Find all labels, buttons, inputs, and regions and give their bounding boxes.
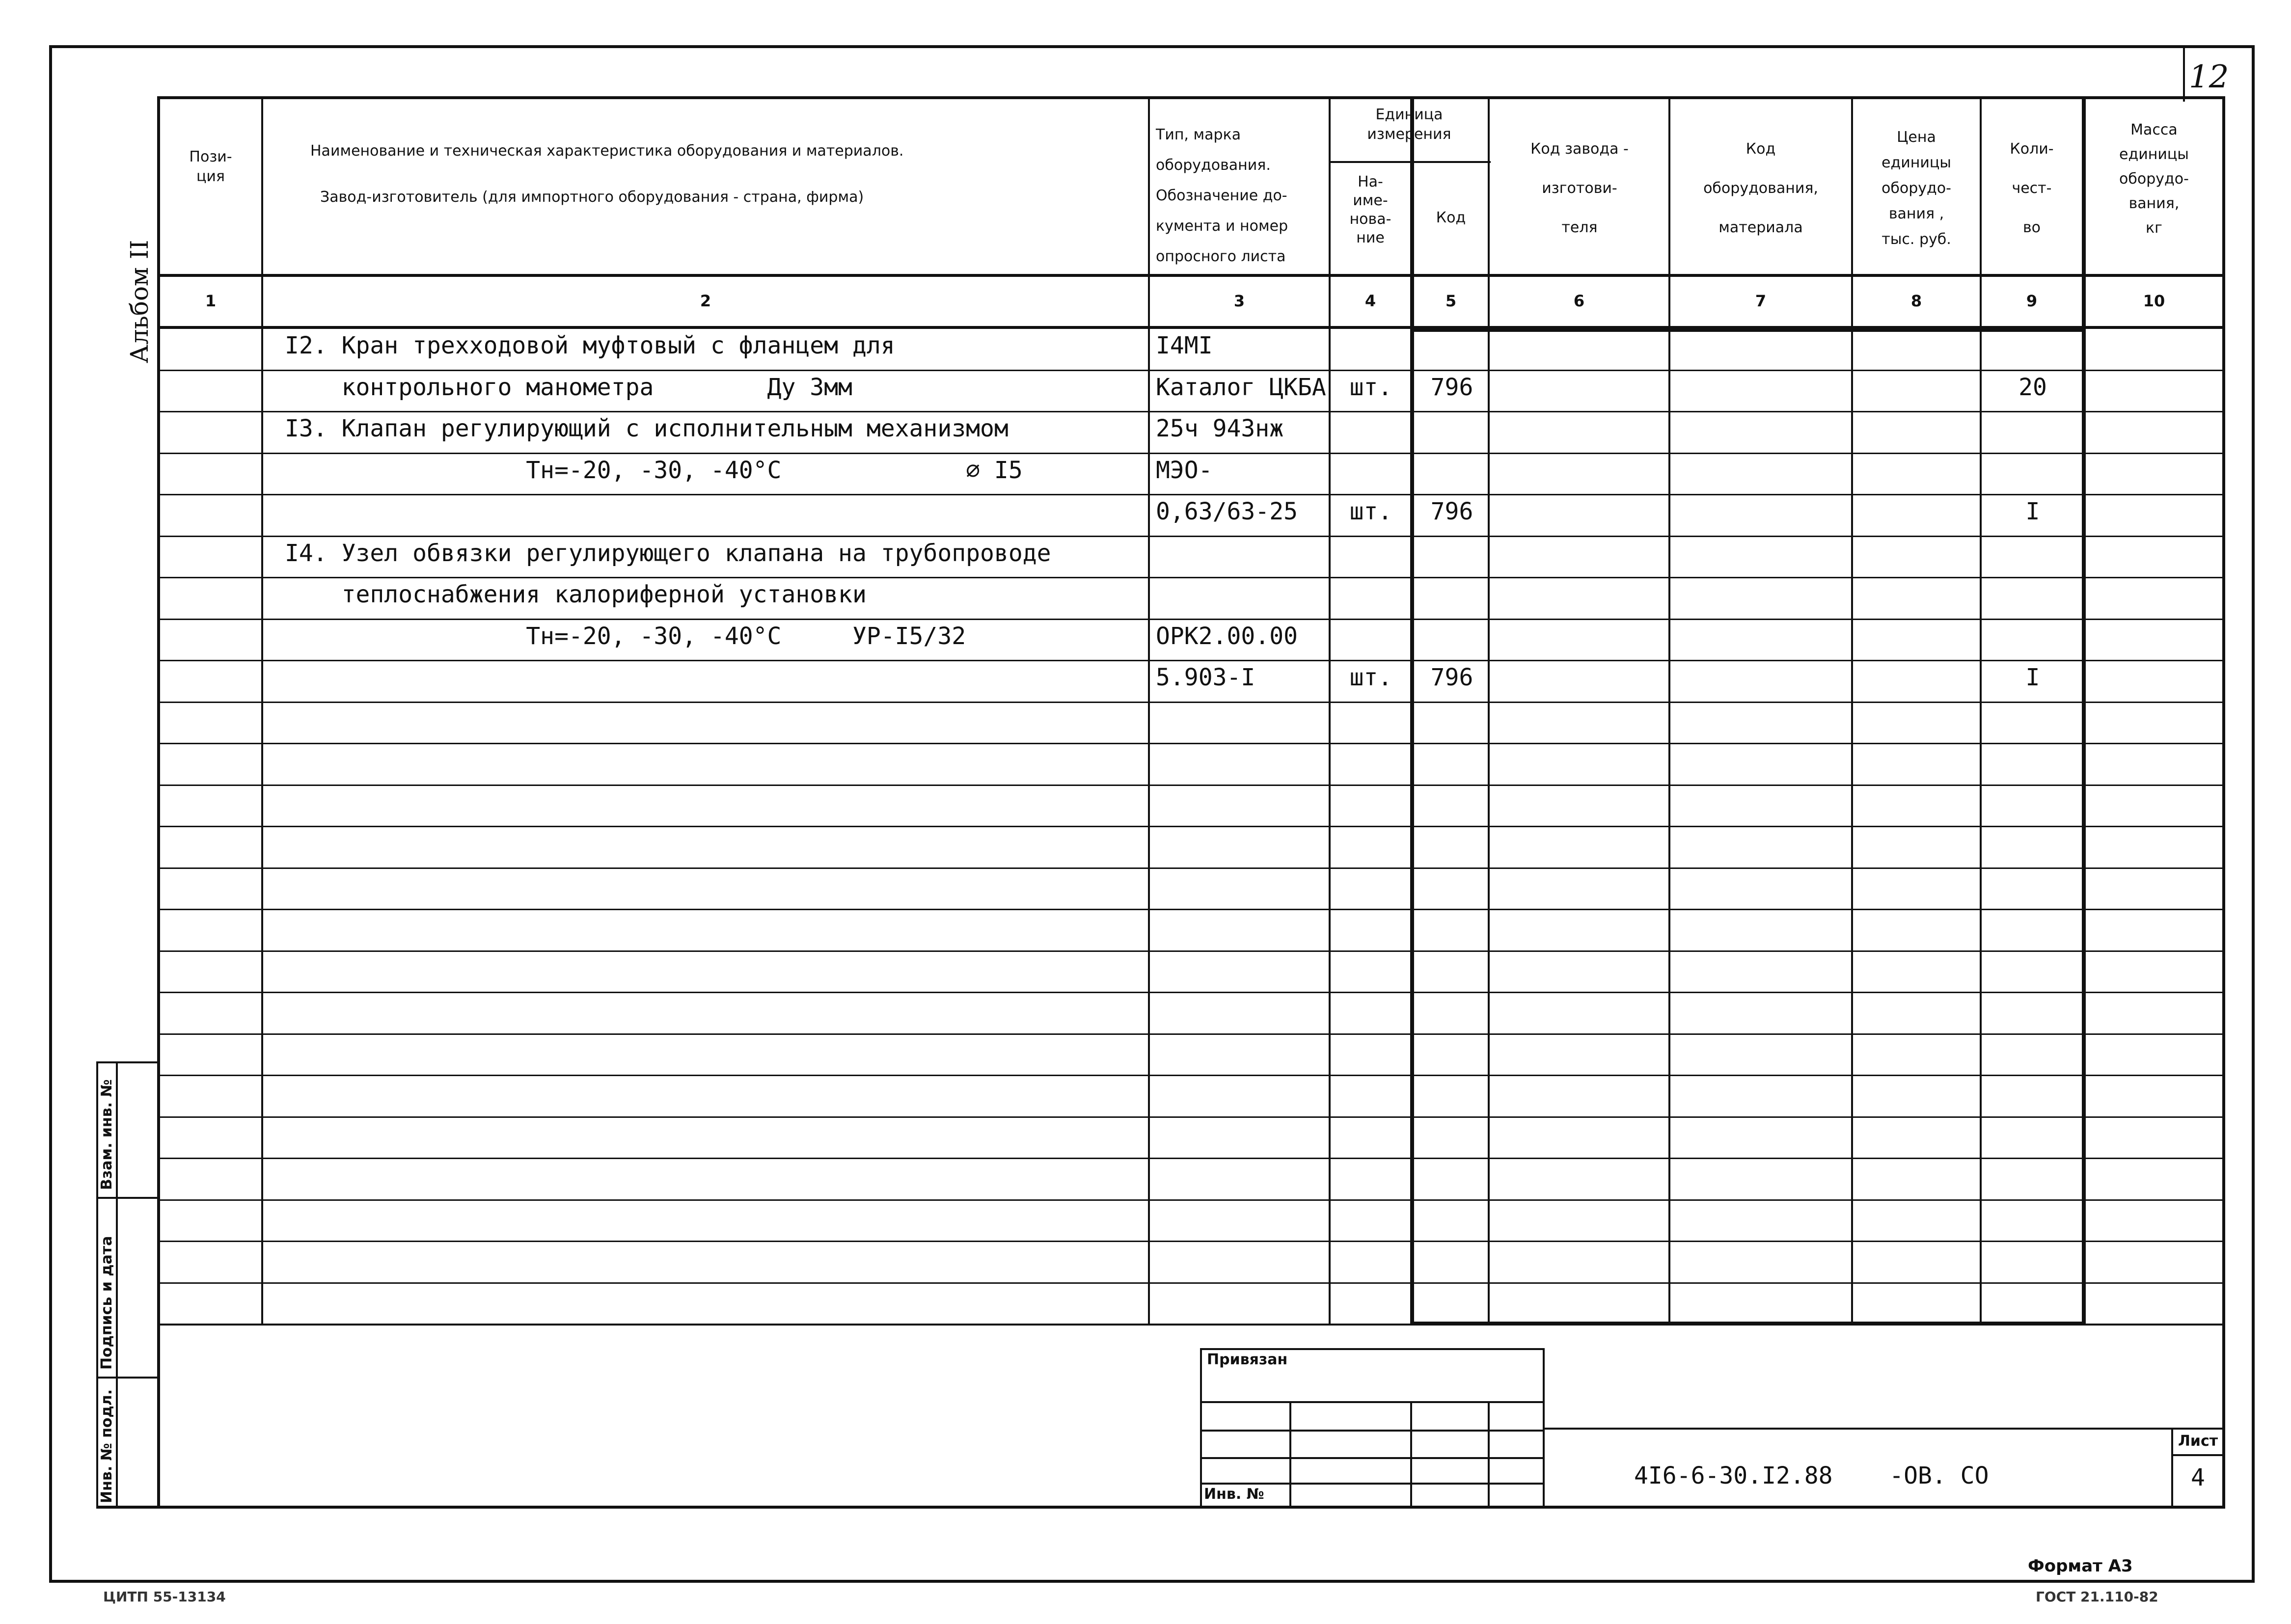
table-cell-c2: контрольного манометра Ду 3мм [285, 374, 852, 401]
header-col8: Цена единицы оборудо- вания , тыс. руб. [1882, 129, 1951, 248]
table-cell-c2: Тн=-20, -30, -40°С УР-I5/32 [285, 623, 966, 650]
table-cell-c5: 796 [1430, 498, 1473, 525]
row-separator [157, 867, 2225, 869]
col-line-3 [1329, 96, 1331, 1324]
header-col3: Тип, марка оборудования. Обозначение до- кумента и номер опросного листа [1156, 126, 1288, 265]
colnum-7: 7 [1755, 292, 1767, 310]
header-col7: Код оборудования, материала [1703, 140, 1818, 236]
table-cell-c3: 0,63/63-25 [1156, 498, 1298, 525]
table-cell-c3: МЭО- [1156, 457, 1213, 484]
frame-bottom [49, 1580, 2255, 1583]
row-separator [157, 453, 2225, 454]
left-stamp-sep2 [96, 1377, 159, 1379]
row-separator [157, 536, 2225, 537]
table-cell-c3: Каталог ЦКБА [1156, 374, 1326, 401]
row-separator [157, 826, 2225, 827]
header-col6: Код завода - изготови- теля [1530, 140, 1629, 236]
col-line-2 [1148, 96, 1150, 1324]
colnum-8: 8 [1910, 292, 1922, 310]
row-separator [157, 1199, 2225, 1201]
col-line-6 [1668, 96, 1670, 1324]
table-cell-c2: Тн=-20, -30, -40°С ∅ I5 [285, 457, 1023, 484]
tb-privyazan: Привязан [1207, 1351, 1288, 1368]
tb-v1 [1289, 1401, 1291, 1507]
col-line-7 [1851, 96, 1853, 1324]
tb-top [1200, 1348, 1545, 1350]
table-cell-c4: шт. [1349, 498, 1392, 525]
row-separator [157, 660, 2225, 661]
col-line-8 [1980, 96, 1982, 1324]
col-line-4 [1410, 96, 1414, 1324]
table-cell-c3: 25ч 943нж [1156, 415, 1284, 442]
tb-line3 [1200, 1457, 1545, 1459]
row-separator [157, 1158, 2225, 1159]
left-stamp-top [96, 1061, 159, 1063]
row-separator [157, 1282, 2225, 1284]
colnum-3: 3 [1233, 292, 1245, 310]
col-line-9 [2082, 96, 2086, 1324]
row-separator [157, 370, 2225, 371]
header-bottom-line [157, 274, 2225, 277]
unit-subheader-line [1329, 161, 1491, 163]
table-cell-c3: 5.903-I [1156, 664, 1255, 691]
col-line-5 [1488, 96, 1490, 1324]
table-cell-c2: I3. Клапан регулирующий с исполнительным механизмом [285, 415, 1009, 442]
data-box-top [1410, 328, 2086, 332]
inner-frame-bottom [96, 1506, 2225, 1509]
table-cell-c5: 796 [1430, 664, 1473, 691]
row-separator [157, 743, 2225, 744]
table-cell-c4: шт. [1349, 374, 1392, 401]
tb-line4 [1200, 1483, 1545, 1485]
table-cell-c5: 796 [1430, 374, 1473, 401]
row-separator [157, 1116, 2225, 1118]
stamp-podpis-data: Подпись и дата [98, 1236, 115, 1370]
table-cell-c2: I2. Кран трехходовой муфтовый с фланцем для [285, 332, 895, 359]
colnum-10: 10 [2143, 292, 2165, 310]
row-separator [157, 1241, 2225, 1242]
row-separator [157, 785, 2225, 786]
table-cell-c3: ОРК2.00.00 [1156, 623, 1298, 650]
inner-frame-right [2222, 96, 2225, 1508]
stamp-vzam-inv: Взам. инв. № [98, 1079, 115, 1190]
frame-top [49, 45, 2255, 48]
tb-list-number: 4 [2191, 1464, 2205, 1491]
row-separator [157, 702, 2225, 703]
frame-left [49, 45, 52, 1583]
table-cell-c9: 20 [2018, 374, 2047, 401]
header-col9: Коли- чест- во [2010, 140, 2054, 236]
header-col2-line1: Наименование и техническая характеристика оборудования и материалов. [310, 142, 904, 160]
header-col10: Масса единицы оборудо- вания, кг [2119, 121, 2189, 237]
colnum-6: 6 [1573, 292, 1585, 310]
table-cell-c2: I4. Узел обвязки регулирующего клапана на трубопроводе [285, 540, 1051, 567]
tb-line1 [1200, 1401, 1545, 1403]
header-col2-line2: Завод-изготовитель (для импортного оборудования - страна, фирма) [320, 189, 864, 206]
row-separator [157, 909, 2225, 910]
row-separator [157, 411, 2225, 412]
stamp-bottom-right: ГОСТ 21.110-82 [2036, 1589, 2158, 1605]
header-units-group: Единица измерения [1367, 106, 1451, 143]
row-separator [157, 494, 2225, 495]
tb-line2 [1200, 1430, 1545, 1432]
colnum-1: 1 [205, 292, 217, 310]
tb-inv-no: Инв. № [1204, 1486, 1264, 1503]
tb-list-label: Лист [2178, 1433, 2218, 1450]
colnum-4: 4 [1364, 292, 1376, 310]
left-stamp-divider [116, 1061, 118, 1509]
tb-v2 [1410, 1401, 1412, 1507]
row-separator [157, 1033, 2225, 1035]
row-separator [157, 950, 2225, 952]
stamp-inv-podl: Инв. № подл. [98, 1389, 115, 1503]
table-cell-c3: I4MI [1156, 332, 1213, 359]
table-cell-c4: шт. [1349, 664, 1392, 691]
header-col4: На- име- нова- ние [1349, 173, 1391, 246]
tb-v3 [1488, 1401, 1490, 1507]
colnum-2: 2 [700, 292, 711, 310]
header-col5: Код [1436, 209, 1466, 226]
tb-doc-code: 4I6-6-30.I2.88 -ОВ. СО [1634, 1462, 1989, 1489]
tb-list-sep [2171, 1454, 2225, 1456]
colnum-9: 9 [2026, 292, 2038, 310]
colnum-5: 5 [1445, 292, 1457, 310]
table-cell-c9: I [2025, 664, 2040, 691]
table-cell-c9: I [2025, 498, 2040, 525]
col-line-1 [261, 96, 263, 1324]
row-separator [157, 992, 2225, 993]
frame-right [2252, 45, 2255, 1583]
stamp-bottom-left: ЦИТП 55-13134 [103, 1589, 226, 1605]
row-separator [157, 1075, 2225, 1076]
format-label: Формат А3 [2028, 1556, 2133, 1576]
row-separator [157, 577, 2225, 578]
table-bottom-line [157, 1324, 2225, 1326]
corner-number: 12 [2189, 59, 2229, 95]
tb-list-left [2171, 1428, 2173, 1507]
table-cell-c2: теплоснабжения калориферной установки [285, 581, 867, 608]
tb-doc-top [1543, 1428, 2225, 1430]
table-top [157, 96, 2225, 99]
row-separator [157, 619, 2225, 620]
header-col1: Пози- ция [189, 148, 232, 185]
album-label: Альбом II [125, 240, 154, 363]
corner-box-left [2183, 47, 2185, 102]
left-stamp-sep1 [96, 1197, 159, 1199]
